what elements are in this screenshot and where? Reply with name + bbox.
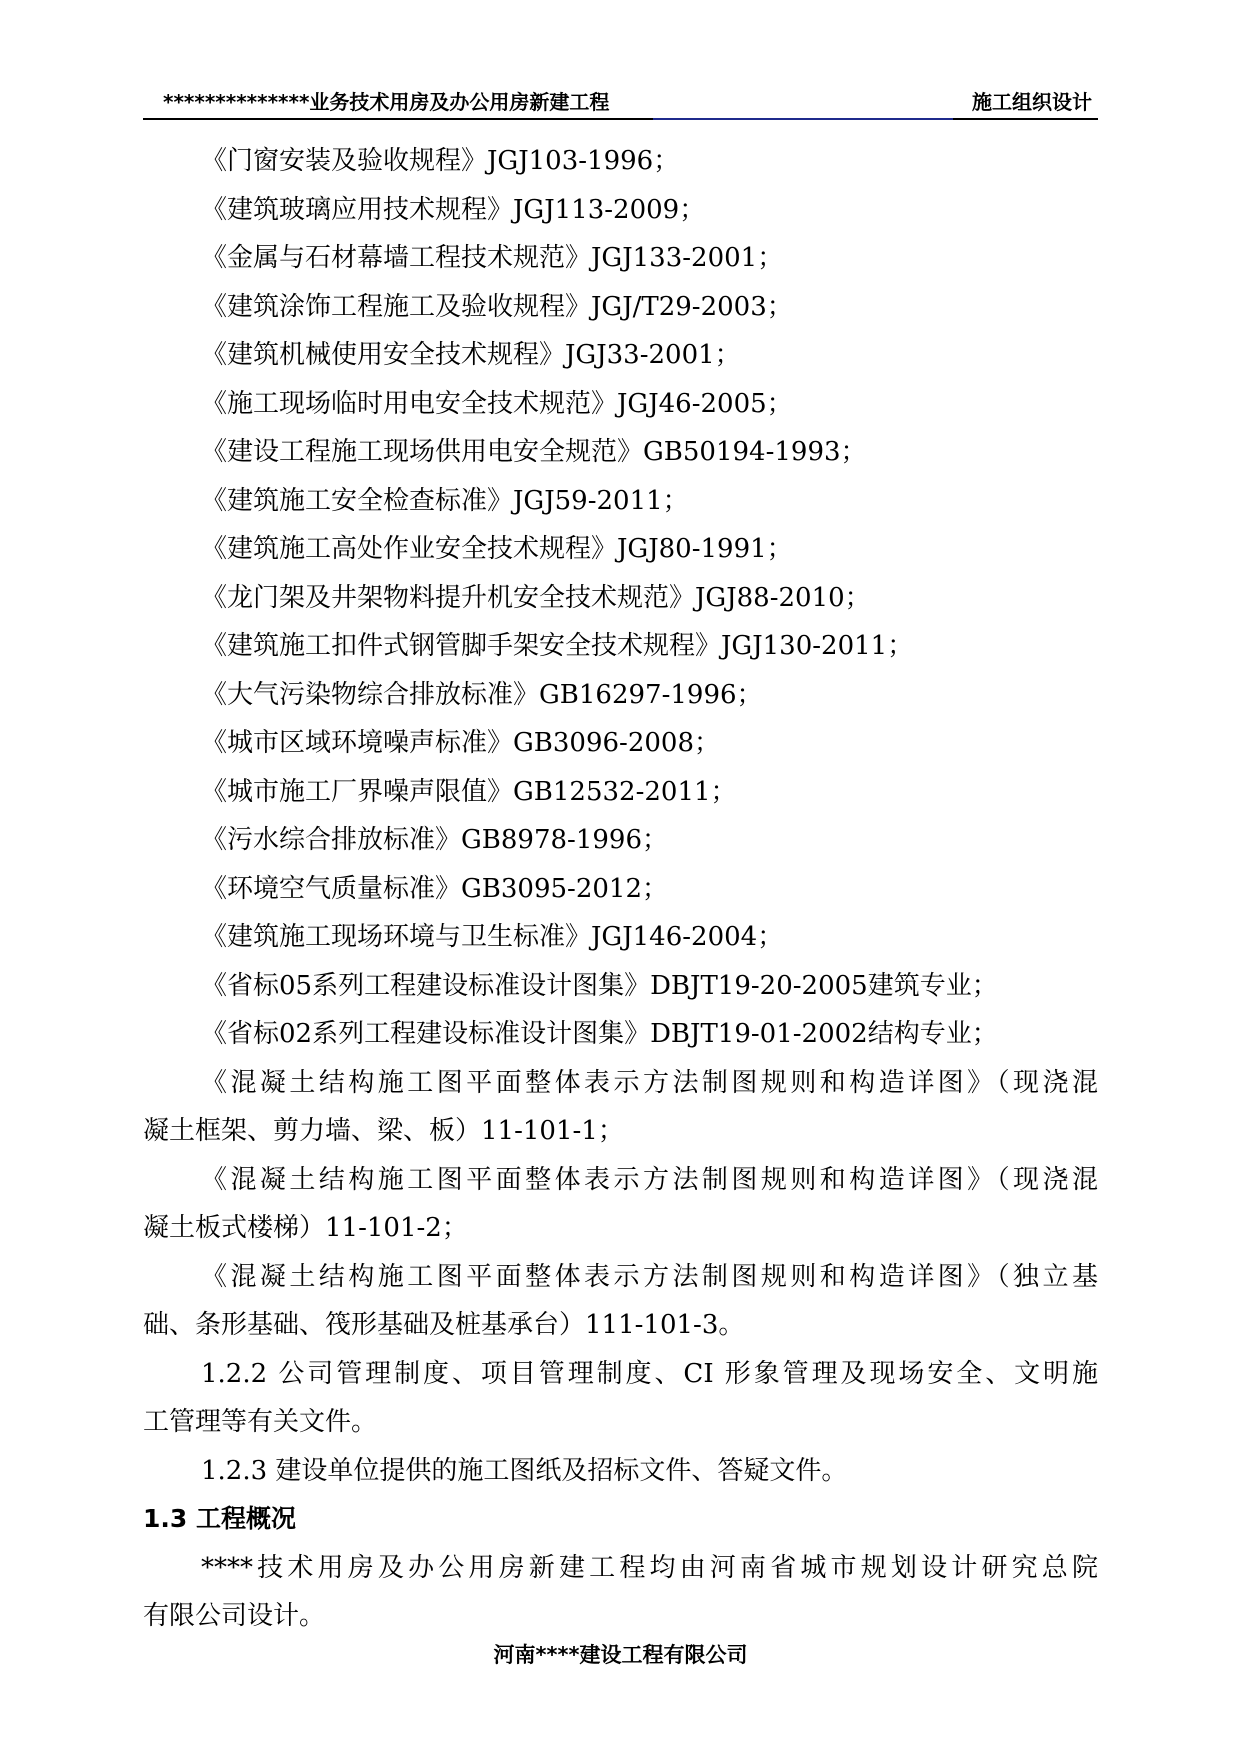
page-header <box>143 88 1098 120</box>
reference-item-wrapped-line2: 础、条形基础、筏形基础及桩基承台）111-101-3。 <box>143 1310 745 1340</box>
reference-item-wrapped-line1: 《混凝土结构施工图平面整体表示方法制图规则和构造详图》（独立基 <box>201 1261 1098 1292</box>
reference-item-wrapped-line1: 《混凝土结构施工图平面整体表示方法制图规则和构造详图》（现浇混 <box>201 1067 1098 1098</box>
reference-item: 《建筑涂饰工程施工及验收规程》JGJ/T29-2003； <box>201 291 793 322</box>
reference-item: 《金属与石材幕墙工程技术规范》JGJ133-2001； <box>201 243 784 273</box>
reference-item: 《建筑施工安全检查标准》JGJ59-2011； <box>201 485 689 516</box>
reference-item: 《省标02系列工程建设标准设计图集》DBJT19-01-2002结构专业； <box>201 1019 998 1049</box>
document-body <box>143 137 1098 1641</box>
paragraph-1-2-3: 1.2.3 建设单位提供的施工图纸及招标文件、答疑文件。 <box>201 1455 848 1486</box>
reference-item-wrapped-line2: 凝土框架、剪力墙、梁、板）11-101-1； <box>143 1116 624 1146</box>
header-rule <box>143 118 1098 120</box>
reference-item: 《城市区域环境噪声标准》GB3096-2008； <box>201 728 720 758</box>
header-doc-type: 施工组织设计 <box>972 90 1092 114</box>
reference-item: 《城市施工厂界噪声限值》GB12532-2011； <box>201 776 737 807</box>
paragraph-1-2-2-line1: 1.2.2 公司管理制度、项目管理制度、CI 形象管理及现场安全、文明施 <box>201 1358 1098 1389</box>
reference-item: 《大气污染物综合排放标准》GB16297-1996； <box>201 679 763 710</box>
reference-item: 《龙门架及井架物料提升机安全技术规范》JGJ88-2010； <box>201 582 871 613</box>
section-heading-1-3: 1.3 工程概况 <box>143 1504 296 1533</box>
reference-item: 《门窗安装及验收规程》JGJ103-1996； <box>201 146 680 176</box>
reference-item: 《环境空气质量标准》GB3095-2012； <box>201 873 668 904</box>
reference-item: 《建筑施工扣件式钢管脚手架安全技术规程》JGJ130-2011； <box>201 631 914 661</box>
reference-item: 《建筑玻璃应用技术规程》JGJ113-2009； <box>201 194 706 225</box>
header-project-title: **************业务技术用房及办公用房新建工程 <box>163 90 610 114</box>
reference-item-wrapped-line1: 《混凝土结构施工图平面整体表示方法制图规则和构造详图》（现浇混 <box>201 1164 1098 1195</box>
reference-item-wrapped-line2: 凝土板式楼梯）11-101-2； <box>143 1213 468 1243</box>
reference-item: 《建设工程施工现场供用电安全规范》GB50194-1993； <box>201 437 867 467</box>
reference-item: 《建筑施工现场环境与卫生标准》JGJ146-2004； <box>201 922 784 952</box>
reference-item: 《建筑施工高处作业安全技术规程》JGJ80-1991； <box>201 534 793 564</box>
reference-item: 《省标05系列工程建设标准设计图集》DBJT19-20-2005建筑专业； <box>201 970 998 1001</box>
paragraph-1-3-line2: 有限公司设计。 <box>143 1601 326 1631</box>
paragraph-1-3-line1: ****技术用房及办公用房新建工程均由河南省城市规划设计研究总院 <box>201 1552 1098 1583</box>
reference-item: 《施工现场临时用电安全技术规范》JGJ46-2005； <box>201 388 793 419</box>
paragraph-1-2-2-line2: 工管理等有关文件。 <box>143 1407 378 1437</box>
reference-item: 《污水综合排放标准》GB8978-1996； <box>201 825 668 855</box>
page-footer-company: 河南****建设工程有限公司 <box>493 1643 748 1667</box>
header-rule-accent <box>653 118 953 120</box>
reference-item: 《建筑机械使用安全技术规程》JGJ33-2001； <box>201 340 741 370</box>
